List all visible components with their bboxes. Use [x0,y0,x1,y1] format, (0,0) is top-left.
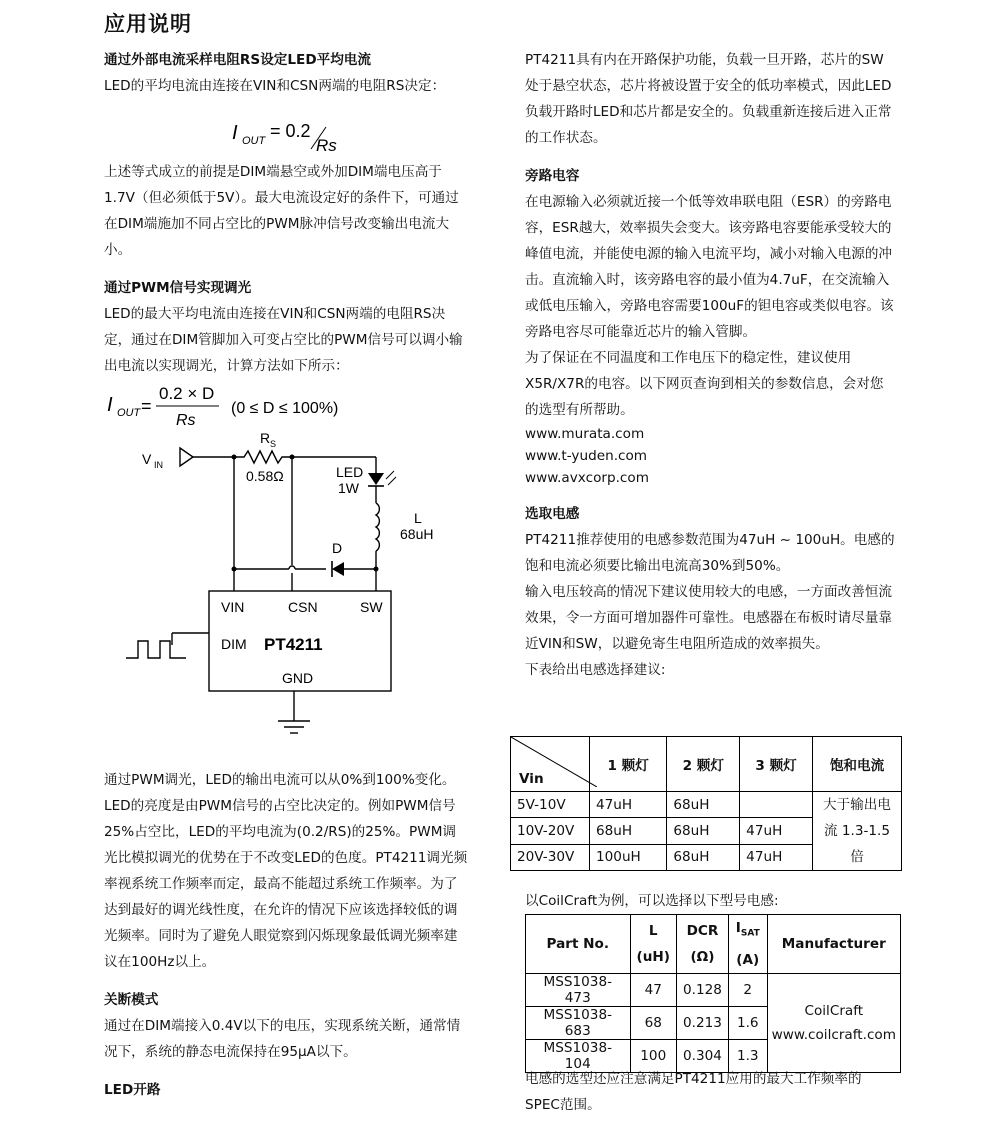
section-heading-shutdown: 关断模式 [104,992,159,1008]
link-murata[interactable]: www.murata.com [525,426,645,442]
formula-pwm-lhs: I [107,394,113,416]
table-header-row [526,915,901,974]
table-row: 5V-10V 47uH 68uH 大于输出电流 1.3-1.5 倍 [511,792,902,818]
section-heading-rs: 通过外部电流采样电阻RS设定LED平均电流 [104,52,371,68]
formula-iout-den: Rs [316,136,337,155]
vin-terminal [180,448,193,466]
formula-iout [104,99,469,159]
table-header-manufacturer: Manufacturer [767,915,900,974]
paragraph: LED的最大平均电流由连接在VIN和CSN两端的电阻RS决定，通过在DIM管脚加入可变占空比的PWM信号可以调小输出电流以实现调光，计算方法如下所示： [104,306,463,374]
coilcraft-link[interactable]: www.coilcraft.com [771,1026,896,1043]
table-header-part: Part No. [526,915,631,974]
table-row: 10V-20V 68uH 68uH 47uH [511,818,902,844]
table-header-col: 1 颗灯 [590,737,667,792]
table-header-col: 饱和电流 [813,737,902,792]
page-title: 应用说明 [104,12,192,36]
inductor-note: 电感的选型还应注意满足PT4211应用的最大工作频率的SPEC范围。 [525,1071,862,1113]
table-header-isat: $I_{SAT}$ (A) [728,915,767,974]
svg-text:IN: IN [154,460,163,470]
paragraph: 输入电压较高的情况下建议使用较大的电感，一方面改善恒流效果，令一方面可增加器件可靠性。电感器在布板时请尽量靠近VIN和SW，以避免寄生电阻所造成的效率损失。 [525,584,893,652]
saturation-current-cell: 大于输出电流 1.3-1.5 倍 [813,792,902,871]
inductor-label: L [414,510,422,526]
formula-iout-sub: OUT [242,135,266,147]
formula-pwm-den: Rs [176,412,196,429]
resistor-symbol [234,451,292,463]
pin-vin: VIN [221,599,245,615]
pwm-waveform [126,641,186,658]
vin-label: V [142,451,152,467]
manufacturer-cell: CoilCraft www.coilcraft.com [767,973,900,1072]
circuit-diagram [104,431,469,767]
formula-pwm [104,379,469,431]
paragraph: 通过PWM调光，LED的输出电流可以从0%到100%变化。LED的亮度是由PWM信号的占空比决定的。例如PWM信号25%占空比，LED的平均电流为(0.2/RS)的25%。PWM调光比模拟调光的优势在于不改变LED的色度。PT4211调光频率视系统工作频率而定，最高不能超过系统工作频率。为了达到最好的调光线性度，在允许的情况下应该选择较低的调光频率。同时为了避免人眼觉察到闪烁现象最低调光频率建议在100Hz以上。 [104,772,468,970]
link-t-yuden[interactable]: www.t-yuden.com [525,448,648,464]
inductor-selection-table [510,736,902,871]
link-avxcorp[interactable]: www.avxcorp.com [525,470,649,486]
table-header-vin: Vin [511,737,590,792]
formula-pwm-num: 0.2 × D [159,384,215,403]
table-header-col: 3 颗灯 [740,737,813,792]
table-header-col: 2 颗灯 [667,737,740,792]
coilcraft-parts-table [525,914,901,1073]
led-symbol [368,473,384,485]
paragraph: 在电源输入必须就近接一个低等效串联电阻（ESR）的旁路电容，ESR越大，效率损失会变大。该旁路电容要能承受较大的峰值电流，并能使电源的输入电流平均，减小对输入电源的冲击。直流输入时，该旁路电容的最小值为4.7uF，在交流输入或低电压输入，旁路电容需要100uF的钽电容或类似电容。该旁路电容尽可能靠近芯片的输入管脚。 [525,194,894,340]
formula-iout-num: = 0.2 [270,121,311,141]
section-heading-bypass-cap: 旁路电容 [525,168,580,184]
paragraph: 下表给出电感选择建议: [525,662,666,678]
pin-sw: SW [360,599,383,615]
rs-label: R [260,431,271,446]
paragraph: 通过在DIM端接入0.4V以下的电压，实现系统关断，通常情况下，系统的静态电流保持在95μA以下。 [104,1018,461,1060]
table-header-dcr: DCR (Ω) [677,915,729,974]
diode-label: D [332,540,343,556]
paragraph: LED的平均电流由连接在VIN和CSN两端的电阻RS决定： [104,78,446,94]
led-power: 1W [338,480,359,496]
pin-gnd: GND [282,670,314,686]
section-heading-pwm: 通过PWM信号实现调光 [104,280,252,296]
chip-name: PT4211 [264,635,323,654]
inductor-symbol [376,503,379,551]
table-header-l: L (uH) [630,915,676,974]
table-row: MSS1038-104 100 0.304 1.3 [526,1039,901,1072]
table-row: MSS1038-683 68 0.213 1.6 [526,1006,901,1039]
formula-iout-lhs: I [232,122,238,144]
section-heading-led-open: LED开路 [104,1082,161,1098]
formula-pwm-range: (0 ≤ D ≤ 100%) [231,400,339,417]
paragraph: 为了保证在不同温度和工作电压下的稳定性，建议使用X5R/X7R的电容。以下网页查询到相关的参数信息，会对您的选型有所帮助。 [525,350,884,418]
section-heading-inductor: 选取电感 [525,506,580,522]
svg-text:S: S [270,439,277,449]
pin-csn: CSN [288,599,318,615]
inductor-value: 68uH [400,526,434,542]
diode-symbol [332,562,344,576]
left-column [104,47,469,1103]
formula-pwm-sub: OUT [117,407,141,419]
table-row: MSS1038-473 47 0.128 2 CoilCraft www.coilcraft.com [526,973,901,1006]
table-row: 20V-30V 100uH 68uH 47uH [511,844,902,870]
table-header-row [511,737,902,792]
rs-value: 0.58Ω [246,468,284,484]
pin-dim: DIM [221,636,247,652]
coilcraft-intro: 以CoilCraft为例，可以选择以下型号电感: [525,893,779,909]
led-label: LED [336,464,364,480]
svg-text:=: = [141,396,152,416]
paragraph: PT4211具有内在开路保护功能，负载一旦开路，芯片的SW处于悬空状态，芯片将被设置于安全的低功率模式，因此LED负载开路时LED和芯片都是安全的。负载重新连接后进入正常的工作状态。 [525,52,892,146]
right-column [525,47,895,683]
paragraph: PT4211推荐使用的电感参数范围为47uH ~ 100uH。电感的饱和电流必须要比输出电流高30%到50%。 [525,532,895,574]
paragraph: 上述等式成立的前提是DIM端悬空或外加DIM端电压高于1.7V（但必须低于5V）。最大电流设定好的条件下，可通过在DIM端施加不同占空比的PWM脉冲信号改变输出电流大小。 [104,164,459,258]
